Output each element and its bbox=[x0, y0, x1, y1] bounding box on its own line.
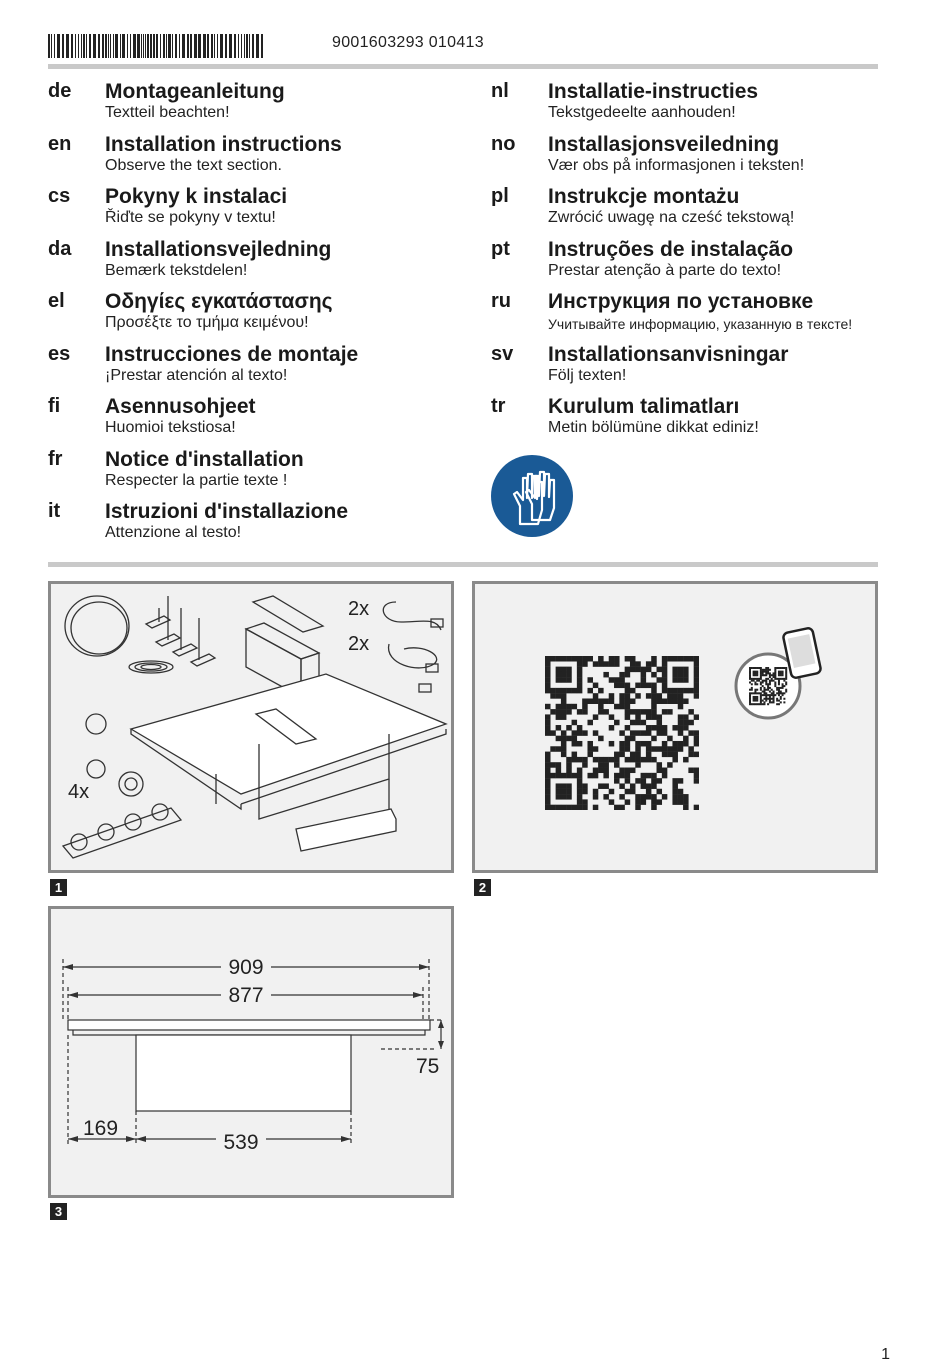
language-code: pl bbox=[491, 185, 509, 207]
language-title: Istruzioni d'installazione bbox=[105, 500, 349, 523]
smartphone-scan-icon bbox=[733, 624, 823, 724]
language-code: fi bbox=[48, 395, 61, 417]
language-title: Οδηγίες εγκατάστασης bbox=[105, 290, 333, 313]
language-title: Kurulum talimatları bbox=[548, 395, 740, 418]
language-code: sv bbox=[491, 342, 514, 365]
figure-2-box bbox=[472, 581, 878, 873]
figure-3-box bbox=[48, 906, 454, 1198]
language-title: Asennusohjeet bbox=[105, 395, 256, 418]
language-code: nl bbox=[491, 80, 509, 102]
language-code: en bbox=[48, 132, 72, 155]
language-title: Installationsvejledning bbox=[105, 237, 332, 261]
language-code: cs bbox=[48, 185, 71, 207]
language-subtitle: Προσέξτε το τμήμα κειμένου! bbox=[105, 314, 309, 331]
gloves-icon bbox=[490, 454, 574, 538]
language-subtitle: Tekstgedeelte aanhouden! bbox=[548, 104, 736, 121]
qr-code[interactable] bbox=[545, 656, 699, 810]
language-subtitle: Attenzione al testo! bbox=[105, 524, 242, 541]
language-title: Montageanleitung bbox=[105, 80, 285, 103]
figure-1-illustration bbox=[51, 584, 451, 870]
figure-1-box bbox=[48, 581, 454, 873]
language-subtitle: Zwrócić uwagę na cześć tekstową! bbox=[548, 209, 795, 226]
language-code: pt bbox=[491, 237, 510, 260]
document-code: 9001603293 010413 bbox=[332, 34, 484, 51]
language-code: el bbox=[48, 290, 65, 312]
language-title: Installationsanvisningar bbox=[548, 342, 789, 366]
language-code: tr bbox=[491, 395, 506, 417]
dimension-label: 877 bbox=[228, 984, 264, 1007]
language-subtitle: Respecter la partie texte ! bbox=[105, 471, 288, 489]
language-code: no bbox=[491, 132, 516, 155]
language-subtitle: Observe the text section. bbox=[105, 156, 282, 174]
middle-divider bbox=[48, 562, 878, 567]
language-title: Installasjonsveiledning bbox=[548, 132, 780, 156]
language-subtitle: Huomioi tekstiosa! bbox=[105, 419, 236, 436]
language-subtitle: Vær obs på informasjonen i teksten! bbox=[548, 156, 805, 174]
language-code: ru bbox=[491, 290, 511, 312]
language-subtitle: ¡Prestar atención al texto! bbox=[105, 366, 288, 384]
language-title: Инструкция по установке bbox=[548, 290, 814, 313]
language-subtitle: Prestar atenção à parte do texto! bbox=[548, 261, 782, 279]
language-title: Instrukcje montażu bbox=[548, 185, 740, 208]
language-title: Instrucciones de montaje bbox=[105, 342, 359, 366]
quantity-label: 4x bbox=[68, 781, 90, 803]
language-title: Pokyny k instalaci bbox=[105, 185, 288, 208]
language-code: fr bbox=[48, 447, 63, 470]
page-number: 1 bbox=[881, 1346, 890, 1363]
top-divider bbox=[48, 64, 878, 69]
dimension-label: 539 bbox=[223, 1131, 259, 1154]
barcode bbox=[48, 34, 268, 58]
language-subtitle: Metin bölümüne dikkat ediniz! bbox=[548, 419, 759, 436]
dimension-label: 75 bbox=[416, 1055, 440, 1078]
language-subtitle: Учитывайте информацию, указанную в тексте! bbox=[548, 316, 853, 332]
language-code: da bbox=[48, 237, 72, 260]
language-title: Installatie-instructies bbox=[548, 80, 759, 103]
language-title: Installation instructions bbox=[105, 132, 342, 156]
language-subtitle: Řiďte se pokyny v textu! bbox=[105, 209, 276, 226]
language-subtitle: Bemærk tekstdelen! bbox=[105, 261, 248, 279]
language-subtitle: Textteil beachten! bbox=[105, 104, 230, 121]
dimension-label: 169 bbox=[83, 1117, 119, 1140]
figure-number: 1 bbox=[50, 879, 67, 896]
language-subtitle: Följ texten! bbox=[548, 366, 627, 384]
language-title: Instruções de instalação bbox=[548, 237, 794, 261]
language-code: it bbox=[48, 500, 61, 522]
figure-number: 3 bbox=[50, 1203, 67, 1220]
figure-3-dimension-drawing bbox=[51, 909, 451, 1195]
quantity-label: 2x bbox=[348, 598, 370, 620]
language-code: de bbox=[48, 80, 72, 102]
dimension-label: 909 bbox=[228, 956, 264, 979]
quantity-label: 2x bbox=[348, 633, 370, 655]
language-code: es bbox=[48, 342, 71, 365]
language-title: Notice d'installation bbox=[105, 447, 304, 471]
figure-number: 2 bbox=[474, 879, 491, 896]
